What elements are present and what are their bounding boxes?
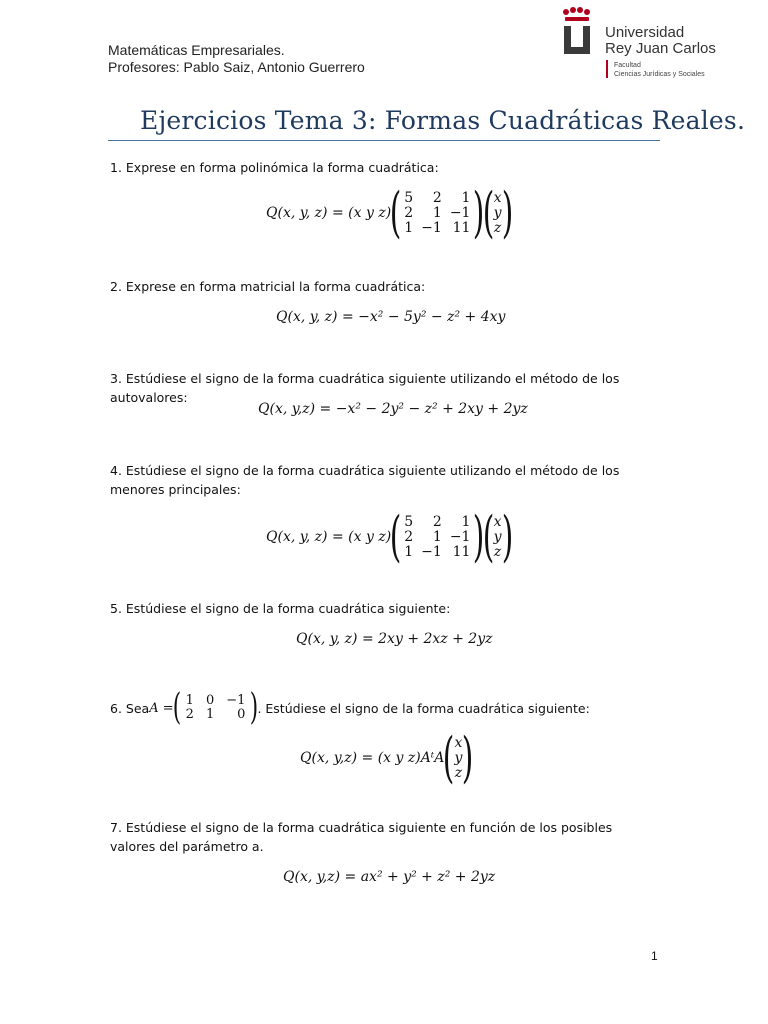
matrix-cell: 5 — [404, 513, 414, 530]
right-paren: ) — [473, 181, 485, 244]
left-paren: ( — [172, 687, 181, 728]
matrix-cell: 2 — [404, 528, 414, 545]
vector-cell: y — [493, 204, 502, 221]
left-paren: ( — [482, 505, 494, 568]
exercise-4-text: 4. Estúdiese el signo de la forma cuadrática siguiente utilizando el método de los menores principales: — [110, 463, 620, 497]
exercise-1-lhs: Q(x, y, z) = (x y z) — [266, 205, 392, 221]
matrix-cell: −1 — [449, 204, 471, 221]
right-paren: ) — [501, 181, 513, 244]
exercise-6-prefix: 6. Sea — [110, 700, 150, 716]
matrix-cell: 0 — [205, 693, 215, 708]
matrix-cell: −1 — [449, 528, 471, 545]
vector-cell: z — [454, 764, 463, 781]
exercise-7-formula: Q(x, y,z) = ax² + y² + z² + 2yz — [283, 869, 496, 885]
vector-cell: x — [493, 189, 502, 206]
exercise-6-suffix: . Estúdiese el signo de la forma cuadrática siguiente: — [257, 700, 590, 716]
exercise-7-text: 7. Estúdiese el signo de la forma cuadrática siguiente en función de los posibles valores del parámetro a. — [110, 820, 613, 854]
exercise-6-formula — [300, 726, 474, 789]
matrix-cell: 0 — [237, 707, 246, 722]
exercise-2-formula: Q(x, y, z) = −x² − 5y² − z² + 4xy — [276, 309, 506, 325]
matrix-cell: 1 — [461, 513, 471, 530]
logo-divider — [606, 60, 608, 78]
matrix-cell: −1 — [421, 543, 442, 560]
title-underline — [108, 140, 660, 141]
exercise-4-matrix — [400, 515, 474, 560]
vector-cell: y — [454, 749, 463, 766]
course-name: Matemáticas Empresariales. — [108, 42, 285, 58]
matrix-cell: 1 — [432, 204, 442, 221]
vector-cell: z — [493, 219, 502, 236]
logo-name-line2: Rey Juan Carlos — [605, 40, 716, 57]
matrix-cell: 1 — [432, 528, 442, 545]
matrix-cell: 2 — [185, 707, 194, 722]
left-paren: ( — [389, 505, 402, 568]
matrix-cell: 2 — [432, 513, 442, 530]
exercise-6-text — [110, 687, 670, 728]
vector-cell: x — [493, 513, 502, 530]
exercise-5-text: 5. Estúdiese el signo de la forma cuadrática siguiente: — [110, 601, 451, 616]
exercise-4-formula — [266, 505, 513, 568]
exercise-4-lhs: Q(x, y, z) = (x y z) — [266, 529, 392, 545]
vector-cell: x — [454, 734, 463, 751]
university-logo-icon — [556, 6, 600, 56]
exercise-6-lhs: Q(x, y,z) = (x y z)AᵗA — [300, 750, 445, 766]
exercise-6-a-matrix — [180, 694, 252, 722]
exercise-1-matrix — [400, 191, 474, 236]
matrix-cell: 2 — [432, 189, 442, 206]
matrix-cell: −1 — [421, 219, 442, 236]
matrix-cell: −1 — [226, 693, 246, 708]
matrix-cell: 1 — [461, 189, 471, 206]
logo-faculty-line2: Ciencias Jurídicas y Sociales — [614, 71, 705, 78]
left-paren: ( — [389, 181, 402, 244]
matrix-cell: 11 — [452, 219, 471, 236]
exercise-1-formula — [266, 181, 513, 244]
matrix-cell: 1 — [205, 707, 215, 722]
exercise-3-text: 3. Estúdiese el signo de la forma cuadrática siguiente utilizando el método de los autovalores: — [110, 371, 620, 405]
matrix-cell: 1 — [185, 693, 194, 708]
right-paren: ) — [462, 726, 474, 789]
exercise-1-text: 1. Exprese en forma polinómica la forma cuadrática: — [110, 160, 439, 175]
exercise-5-formula: Q(x, y, z) = 2xy + 2xz + 2yz — [296, 631, 493, 647]
logo-faculty-line1: Facultad — [614, 62, 641, 69]
matrix-cell: 1 — [404, 543, 414, 560]
matrix-cell: 1 — [404, 219, 414, 236]
page-number: 1 — [651, 949, 658, 963]
right-paren: ) — [501, 505, 513, 568]
matrix-cell: 5 — [404, 189, 414, 206]
page-title: Ejercicios Tema 3: Formas Cuadráticas Reales. — [140, 106, 746, 135]
right-paren: ) — [473, 505, 485, 568]
vector-cell: z — [493, 543, 502, 560]
professors: Profesores: Pablo Saiz, Antonio Guerrero — [108, 59, 365, 75]
logo-name-line1: Universidad — [605, 24, 685, 41]
exercise-6-a-label: A = — [149, 700, 174, 716]
matrix-cell: 11 — [452, 543, 471, 560]
left-paren: ( — [443, 726, 455, 789]
matrix-cell: 2 — [404, 204, 414, 221]
exercise-2-text: 2. Exprese en forma matricial la forma cuadrática: — [110, 279, 426, 294]
logo-faculty — [614, 61, 705, 79]
left-paren: ( — [482, 181, 494, 244]
vector-cell: y — [493, 528, 502, 545]
right-paren: ) — [250, 687, 259, 728]
exercise-3-formula: Q(x, y,z) = −x² − 2y² − z² + 2xy + 2yz — [258, 401, 528, 417]
